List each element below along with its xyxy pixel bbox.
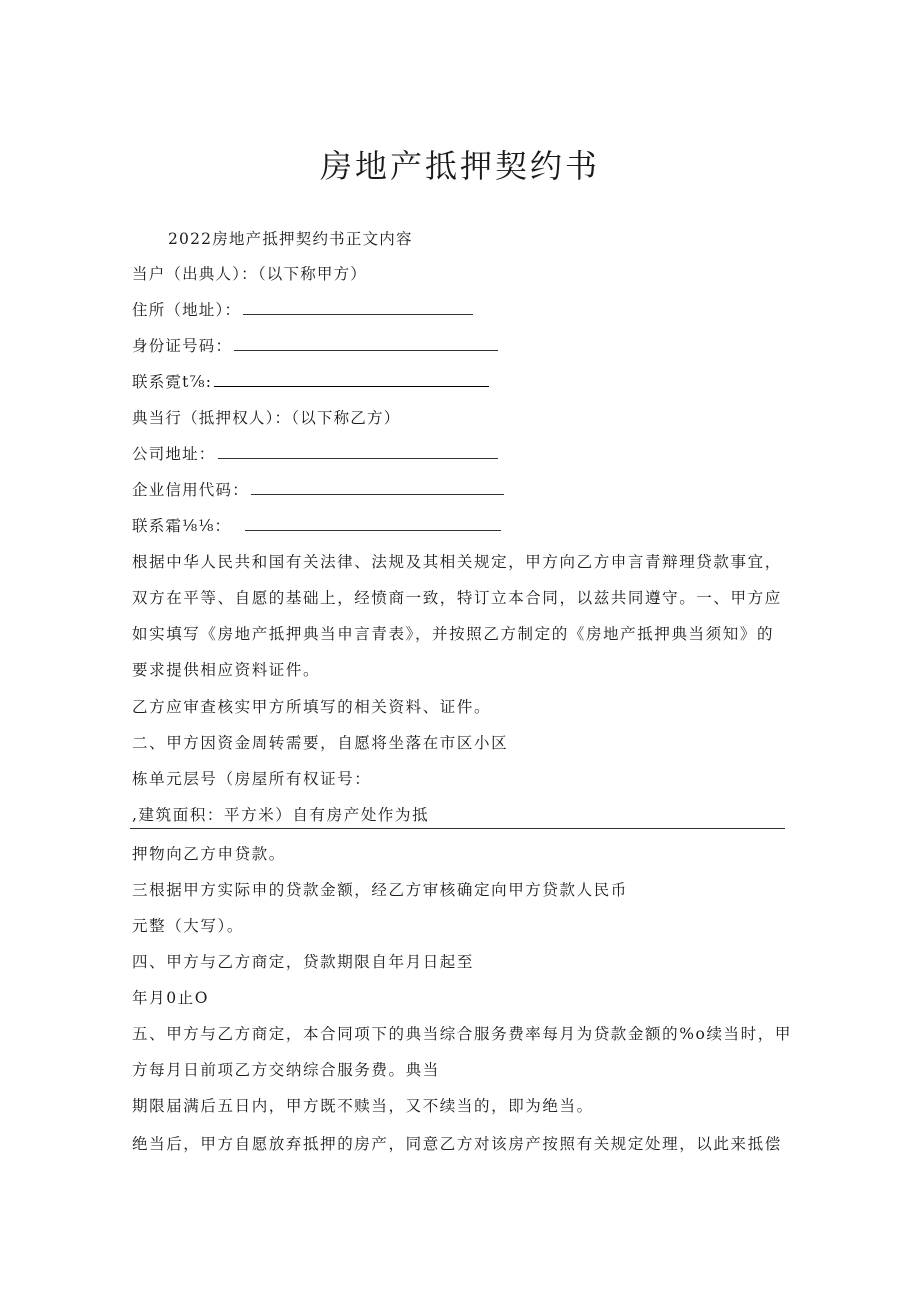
company-address-blank — [218, 444, 498, 459]
paragraph-line: 绝当后，甲方自愿放弃抵押的房产，同意乙方对该房产按照有关规定处理，以此来抵偿 — [132, 1135, 782, 1153]
phone-b-label: 联系霜⅛⅛： — [132, 517, 232, 535]
id-field-row — [132, 335, 498, 357]
paragraph-line: 双方在平等、自愿的基础上，经愤商一致，特订立本合同，以兹共同遵守。一、甲方应 — [132, 589, 782, 607]
phone-a-label: 联系霓t⅞: — [132, 373, 213, 391]
paragraph-line: 四、甲方与乙方商定，贷款期限自年月日起至 — [132, 953, 475, 971]
section-divider — [130, 828, 785, 829]
paragraph-line: 年月0止O — [132, 989, 210, 1007]
paragraph-line: 如实填写《房地产抵押典当申言青表》，并按照乙方制定的《房地产抵押典当须知》的 — [132, 625, 775, 643]
party-a-line: 当户（出典人）：（以下称甲方） — [132, 265, 368, 283]
credit-code-label: 企业信用代码： — [132, 481, 249, 499]
paragraph-line: 根据中华人民共和国有关法律、法规及其相关规定，甲方向乙方申言青辩理贷款事宜， — [132, 553, 782, 571]
phone-a-blank — [214, 372, 489, 387]
paragraph-line: 元整（大写）。 — [132, 917, 244, 935]
paragraph-line: 五、甲方与乙方商定，本合同项下的典当综合服务费率每月为贷款金额的%o续当时，甲 — [132, 1025, 792, 1043]
paragraph-line: 二、甲方因资金周转需要，自愿将坐落在市区小区 — [132, 734, 509, 752]
paragraph-line: 押物向乙方申贷款。 — [132, 845, 286, 863]
phone-b-field-row — [132, 515, 501, 537]
paragraph-line: ,建筑面积：平方米）自有房产处作为抵 — [132, 806, 430, 824]
party-b-line: 典当行（抵押权人）：（以下称乙方） — [132, 409, 401, 427]
document-title: 房地产抵押契约书 — [319, 147, 600, 185]
company-address-field-row — [132, 443, 498, 465]
paragraph-line: 栋单元层号（房屋所有权证号： — [132, 770, 372, 788]
paragraph-line: 三根据甲方实际申的贷款金额，经乙方审核确定向甲方贷款人民币 — [132, 881, 628, 899]
paragraph-line: 方每月日前项乙方交纳综合服务费。典当 — [132, 1061, 440, 1079]
id-blank — [234, 336, 498, 351]
id-label: 身份证号码： — [132, 337, 233, 355]
address-field-row — [132, 299, 473, 321]
credit-code-field-row — [132, 479, 504, 501]
address-label: 住所（地址）： — [132, 301, 242, 319]
document-subtitle: 2022房地产抵押契约书正文内容 — [168, 230, 413, 248]
credit-code-blank — [251, 480, 504, 495]
paragraph-line: 期限届满后五日内，甲方既不赎当，又不续当的，即为绝当。 — [132, 1097, 594, 1115]
company-address-label: 公司地址： — [132, 445, 216, 463]
address-blank — [243, 300, 473, 315]
paragraph-line: 要求提供相应资料证件。 — [132, 661, 321, 679]
phone-b-blank — [245, 516, 501, 531]
phone-a-field-row — [132, 371, 489, 393]
paragraph-line: 乙方应审查核实甲方所填写的相关资料、证件。 — [132, 698, 492, 716]
